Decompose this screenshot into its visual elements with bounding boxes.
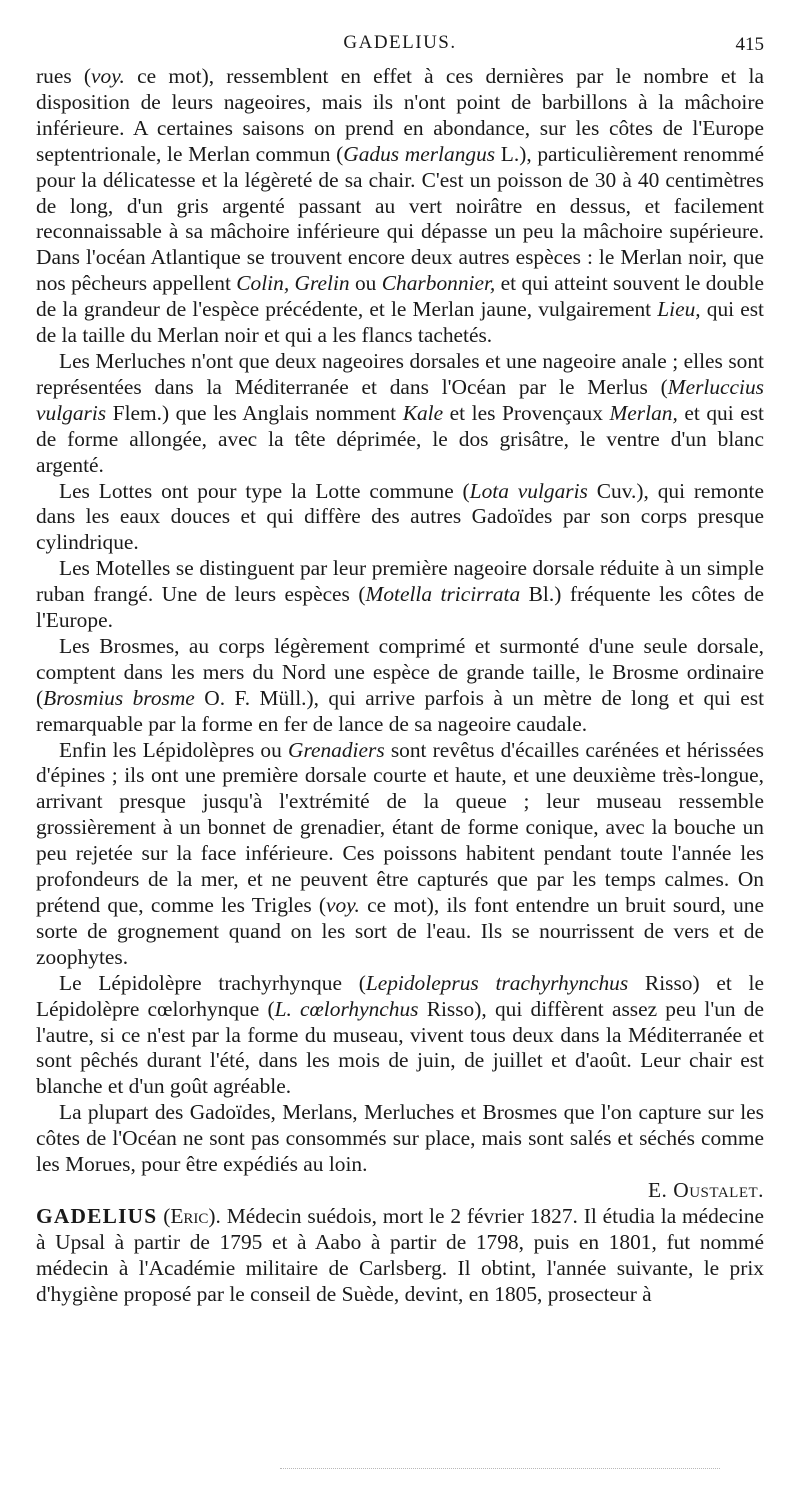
italic-term: L. cœlorhynchus <box>274 996 419 1021</box>
italic-term: Kale <box>402 400 444 425</box>
text-run: Les Lottes ont pour type la Lotte commune ( <box>59 478 470 503</box>
text-body <box>36 64 764 1308</box>
signature-line <box>36 1178 764 1204</box>
text-run: Flem.) que les Anglais nomment <box>106 400 403 425</box>
text-run: Enfin les Lépidolèpres ou <box>59 737 288 762</box>
text-run: Les Merluches n'ont que deux nageoires dorsales et une nageoire anale ; elles sont représentées dans la Méditerranée et dans l'Océan par le Merlus ( <box>36 348 764 399</box>
italic-term: voy. <box>91 64 125 88</box>
text-run: Les Motelles se distinguent par leur première nageoire dorsale réduite à un simple ruban frangé. Une de leurs espèces ( <box>36 556 764 607</box>
text-run: ou <box>349 271 382 296</box>
italic-term: Colin, Grelin <box>236 271 350 296</box>
text-run: La plupart des Gadoïdes, Merlans, Merluches et Brosmes que l'on capture sur les côtes de l'Océan ne sont pas consommés sur place, mais sont salés et séchés comme les Morues, pour être expédiés au loin. <box>36 1100 764 1177</box>
italic-term: Motella tricirrata <box>365 582 521 607</box>
text-run: ce mot), ressemblent en effet à ces dernières par le nombre et la disposition de leurs nageoires, mais ils n'ont point de barbillons à la mâchoire inférieure. A certaines saisons on prend en abondance, sur les côtes de l'Europe septentrionale, le Merlan commun ( <box>36 64 764 166</box>
text-run: Les Brosmes, au corps légèrement comprimé et surmonté d'une seule dorsale, comptent dans les mers du Nord une espèce de grande taille, le Brosme ordinaire ( <box>36 633 764 710</box>
text-run: et qui atteint souvent le double de la grandeur de l'espèce précédente, et le Merlan jaune, vulgairement <box>36 271 764 322</box>
text-run: Le Lépidolèpre trachyrhynque ( <box>59 970 366 995</box>
text-run: ). Médecin suédois, mort le 2 février 1827. Il étudia la médecine à Upsal à partir de 1795 et à Aabo à partir de 1798, puis en 1801, fut nommé médecin à l'Académie militaire de Carlsberg. Il obtint, l'année suivante, le prix d'hygiène proposé par le conseil de Suède, devint, en 1805, prosecteur à <box>36 1203 764 1306</box>
paragraph <box>36 556 764 634</box>
text-run: qui est de la taille du Merlan noir et qui a les flancs tachetés. <box>36 297 765 348</box>
running-title: GADELIUS. <box>343 32 457 53</box>
italic-term: Merlan, <box>609 400 678 425</box>
paragraph <box>36 971 764 1101</box>
footer-rule <box>280 1468 720 1469</box>
italic-term: Lota vulgaris <box>469 478 588 503</box>
page-number: 415 <box>735 34 764 55</box>
text-run: Bl.) fréquente les côtes de l'Europe. <box>36 582 764 633</box>
italic-term: Brosmius brosme <box>43 685 195 710</box>
italic-term: Lieu, <box>657 297 701 322</box>
text-run: Risso) et le Lépidolèpre cœlorhynque ( <box>36 970 764 1021</box>
text-run: et qui est de forme allongée, avec la tête déprimée, le dos grisâtre, le ventre d'un blanc argenté. <box>36 400 764 477</box>
paragraph <box>36 64 764 349</box>
text-run: Cuv.), qui remonte dans les eaux douces et qui diffère des autres Gadoïdes par son corps presque cylindrique. <box>36 478 764 555</box>
italic-term: voy. <box>326 893 360 917</box>
text-run: L.), particulièrement renommé pour la délicatesse et la légèreté de sa chair. C'est un poisson de 30 à 40 centimètres de long, d'un gris argenté passant au vert noirâtre en dessus, et facilement reconnaissable à sa mâchoire inférieure qui dépasse un peu la mâchoire supérieure. Dans l'océan Atlantique se trouvent encore deux autres espèces : le Merlan noir, que nos pêcheurs appellent <box>36 141 764 296</box>
italic-term: Lepidoleprus trachyrhynchus <box>365 970 629 995</box>
paragraph <box>36 1100 764 1178</box>
text-run: sont revêtus d'écailles carénées et hérissées d'épines ; ils ont une première dorsale courte et haute, et une deuxième très-longue, arrivant presque jusqu'à l'extrémité de la queue ; leur museau ressemble grossièrement à un bonnet de grenadier, étant de forme conique, avec la bouche un peu rejetée sur la face inférieure. Ces poissons habitent pendant toute l'année les profondeurs de la mer, et ne peuvent être capturés que par les temps calmes. On prétend que, comme les Trigles ( <box>36 737 765 917</box>
small-caps-text: Eric <box>170 1203 209 1228</box>
italic-term: Gadus merlangus <box>343 141 496 166</box>
text-run: ( <box>157 1203 171 1228</box>
entry-headword: GADELIUS <box>36 1203 158 1228</box>
paragraph <box>36 349 764 479</box>
text-run: ce mot), ils font entendre un bruit sourd, une sorte de grognement quand on les sort de l'eau. Ils se nourrissent de vers et de zoophytes. <box>36 893 764 969</box>
text-run: rues ( <box>36 64 91 88</box>
italic-term: Merluccius vulgaris <box>36 374 764 425</box>
text-run: Risso), qui diffèrent assez peu l'un de l'autre, si ce n'est par la forme du museau, vivent tous deux dans la Méditerranée et sont pêchés durant l'été, dans les mois de juin, de juillet et d'août. Leur chair est blanche et d'un goût agréable. <box>36 996 764 1099</box>
running-head <box>0 28 800 60</box>
paragraph <box>36 634 764 738</box>
author-signature: E. Oustalet. <box>647 1177 764 1202</box>
dictionary-entry <box>36 1204 764 1308</box>
paragraph <box>36 738 764 971</box>
italic-term: Charbonnier, <box>381 271 496 296</box>
paragraph <box>36 479 764 557</box>
italic-term: Grenadiers <box>288 737 385 762</box>
text-run: et les Provençaux <box>443 400 610 425</box>
text-run: O. F. Müll.), qui arrive parfois à un mètre de long et qui est remarquable par la forme en fer de lance de sa nageoire caudale. <box>36 685 765 736</box>
article-paragraphs <box>36 64 764 1178</box>
